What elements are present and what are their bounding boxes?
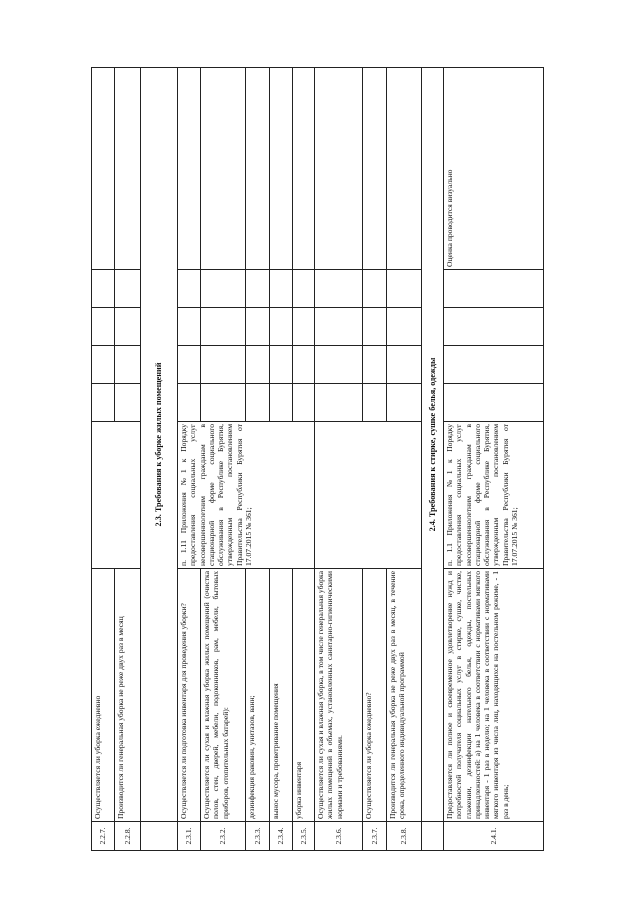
row-number: 2.3.8. [387,822,422,851]
row-number: 2.2.7. [92,822,115,851]
table-row [92,68,115,851]
row-question: Осуществляется ли сухая и влажная уборка жилых помещений (очистка полов, стен, дверей, мебели, подоконников, рам, мебели, бытовых приборов, отопительных батарей): [201,569,246,822]
row-basis: п. 1.11 Приложения №1 к Порядку предоставления социальных услуг несовершеннолетним гражданам в стационарной форме социального обслуживания в Республике Бурятия, утвержденным постановлением Правительства Республики Бурятия от 17.07.2015 № 361; [178,422,315,569]
section-title: 2.3. Требования к уборке жилых помещений [141,68,178,822]
row-question: Осуществляется ли сухая и влажная уборка, в том числе генеральная уборка жилых помещений в объемах, установленных санитарно-гигиеническими нормами и требованиями. [315,569,363,822]
row-number: 2.3.3. [246,822,270,851]
row-question: уборка инвентаря [293,569,315,822]
checklist-table [91,67,544,851]
row-question: Предоставляется ли полное и своевременное удовлетворение нужд и потребностей получателя социальных услуг в стирке, сушке, чистке, глажении, дезинфекции нательного белья, одежды, постельных принадлежностей: а) на 1 человека в соответствии с нормативами мягкого инвентаря - 1 раз в неделю; на 1 человека в соответствии с нормативами мягкого инвентаря из числа лиц, находящихся на постельном режиме, - 1 раз в день; [444,569,544,822]
row-question: Осуществляется ли уборка ежедневно [92,569,115,822]
row-number: 2.3.7. [363,822,387,851]
checklist-document [91,68,519,851]
row-basis [315,422,422,569]
section-title: 2.4. Требования к стирке, сушке белья, одежды [422,68,444,822]
row-basis: п. 1.1 Приложения №1 к Порядку предоставления социальных услуг несовершеннолетним гражданам в стационарной форме социального обслуживания в Республике Бурятия, утвержденным постановлением Правительства Республики Бурятия от 17.07.2015 № 361; [444,422,544,569]
row-number: 2.2.8. [115,822,141,851]
row-number: 2.3.1. [178,822,201,851]
table-row [178,68,201,851]
row-question: Производится ли генеральная уборка не реже двух раз в месяц, в течение срока, определенного индивидуальной программой [387,569,422,822]
row-basis [92,422,141,569]
section-header [422,68,444,851]
table-row [444,68,544,851]
table-row [315,68,363,851]
row-number: 2.3.5. [293,822,315,851]
row-question: Осуществляется ли подготовка инвентаря для проведения уборки? [178,569,201,822]
row-question: Производится ли генеральная уборка не реже двух раз в месяц [115,569,141,822]
row-number: 2.3.4. [270,822,293,851]
row-number: 2.4.1. [444,822,544,851]
row-question: вынос мусора, проветривание помещения [270,569,293,822]
row-number: 2.3.6. [315,822,363,851]
row-note: Оценка проводится визуально [444,68,544,270]
row-question: дезинфекция раковин, унитазов, ванн; [246,569,270,822]
row-question: Осуществляется ли уборка ежедневно? [363,569,387,822]
section-header [141,68,178,851]
row-number: 2.3.2. [201,822,246,851]
rotated-page-area [91,68,519,851]
